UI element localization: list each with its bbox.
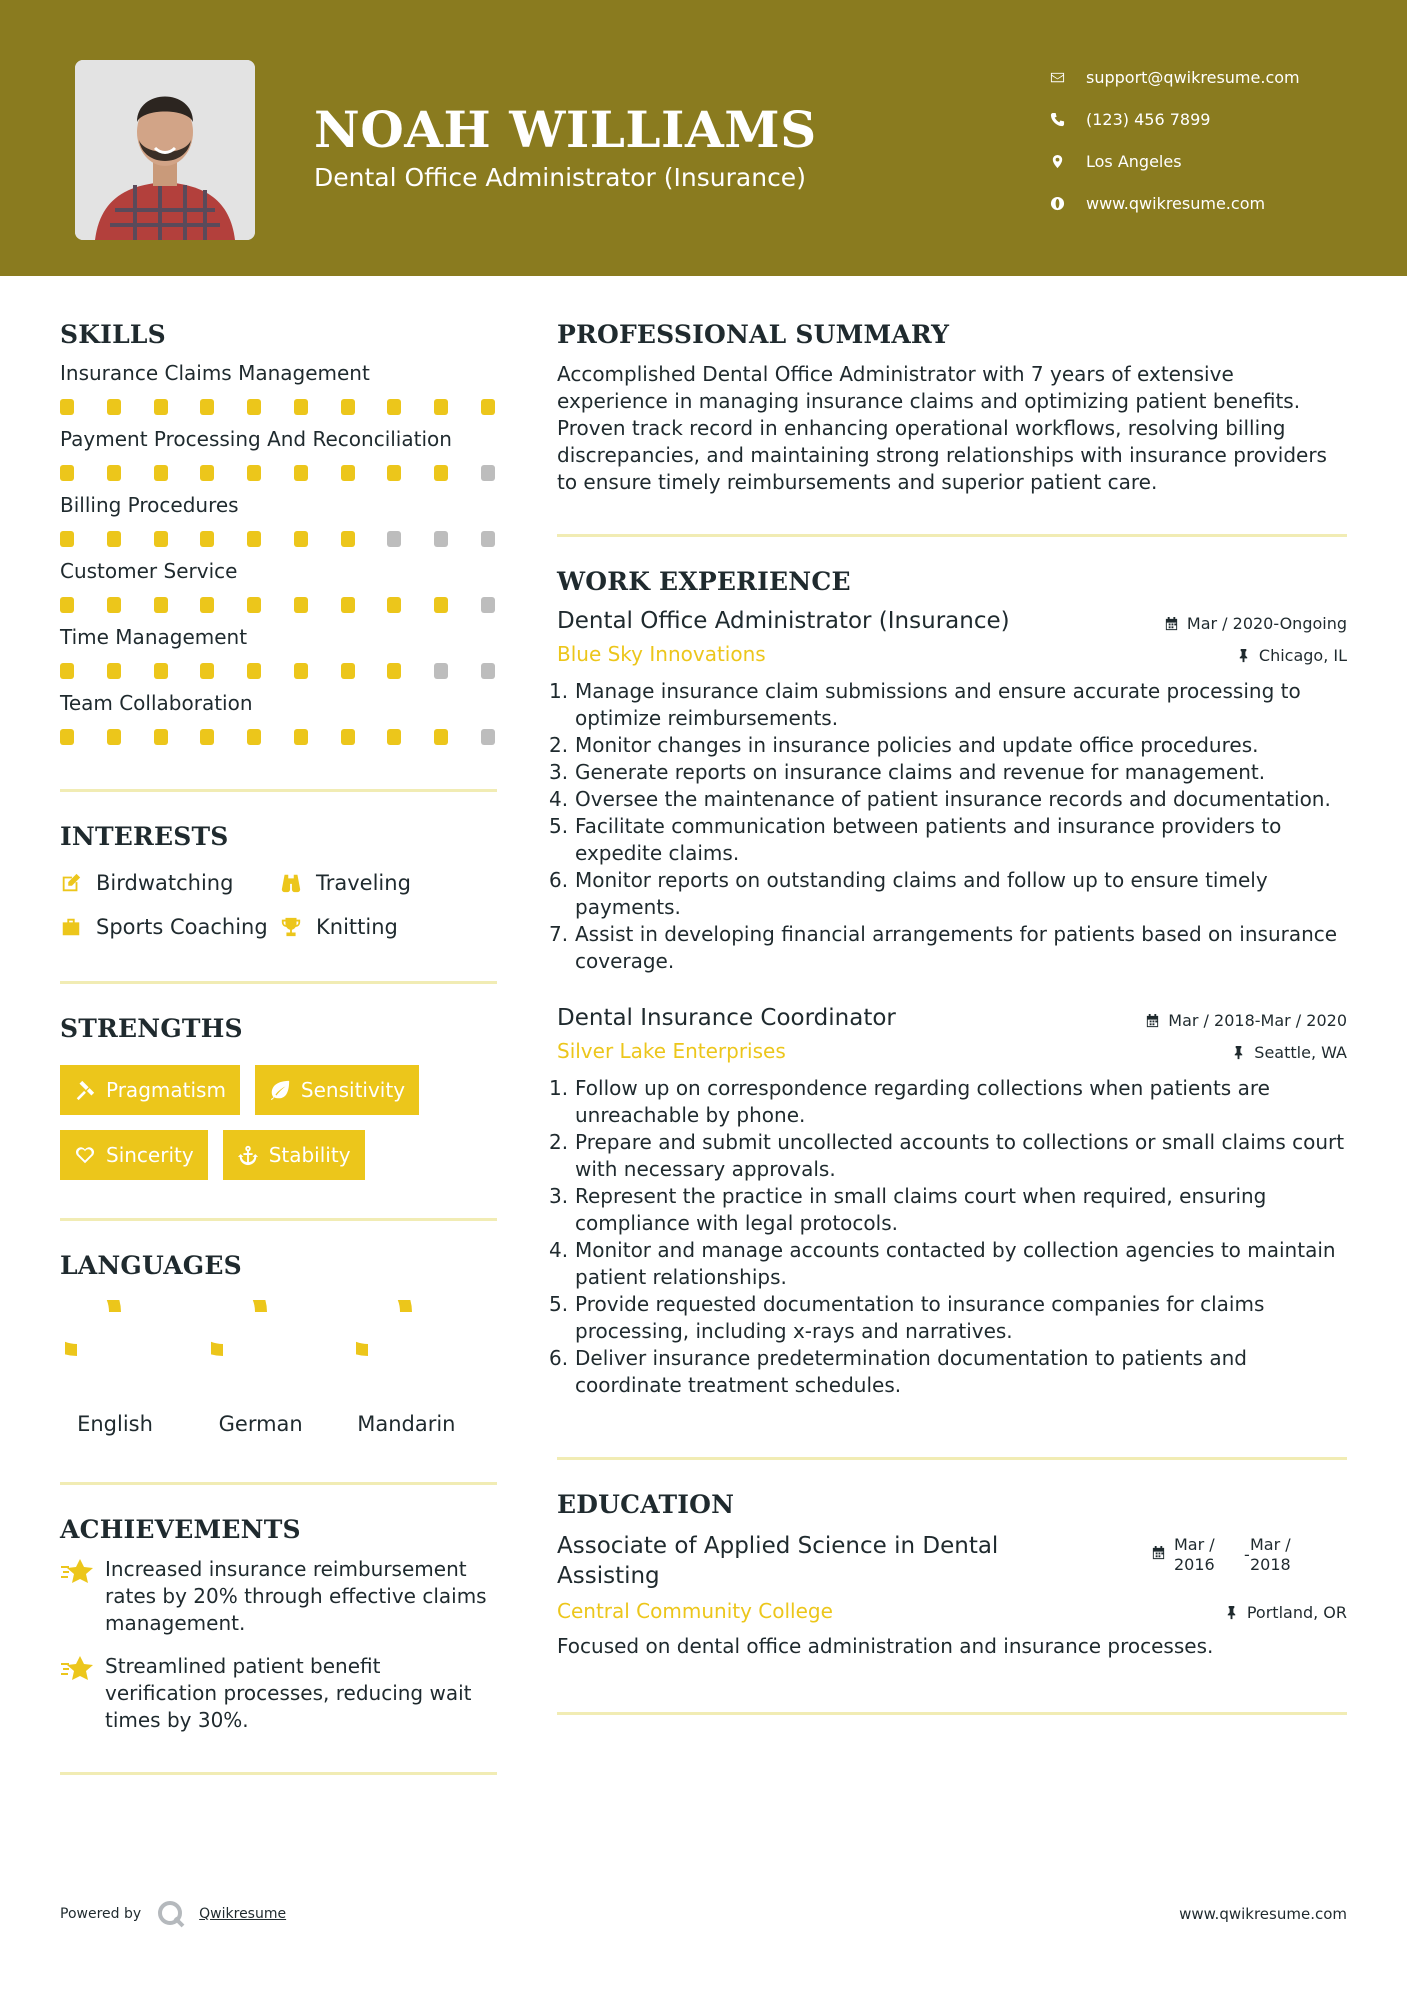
pushpin-icon [1236, 648, 1251, 663]
skills-title: SKILLS [60, 320, 166, 349]
duty-item: 6. Deliver insurance predetermination documentation to patients and coordinate treatment schedules. [557, 1345, 1347, 1399]
location-pin-icon [1050, 154, 1086, 169]
calendar-icon [1145, 1013, 1160, 1028]
skill-dot-filled [294, 531, 308, 547]
skill-dot-filled [107, 465, 121, 481]
duty-text: Manage insurance claim submissions and ensure accurate processing to optimize reimbursements. [575, 679, 1301, 730]
skill-dot-filled [200, 531, 214, 547]
skill-name: Customer Service [60, 559, 238, 583]
gavel-icon [74, 1079, 96, 1101]
powered-by-label: Powered by [60, 1906, 142, 1922]
interest-label: Sports Coaching [96, 915, 268, 939]
job-title: Dental Insurance Coordinator [557, 1005, 896, 1031]
duty-item: 7. Assist in developing financial arrangements for patients based on insurance coverage. [557, 921, 1347, 975]
section-divider [60, 1482, 497, 1485]
interest-item [280, 915, 500, 939]
school-name: Central Community College [557, 1599, 833, 1623]
language-label: English [77, 1412, 153, 1436]
skill-dot-filled [154, 465, 168, 481]
skill-dot-filled [200, 729, 214, 745]
skill-dot-filled [247, 531, 261, 547]
left-column [60, 320, 497, 1775]
job-entry [549, 1005, 1347, 1399]
interest-item [280, 871, 500, 895]
interest-label: Knitting [316, 915, 398, 939]
resume-header [0, 0, 1407, 276]
contact-website[interactable] [1050, 182, 1300, 224]
skill-dot-filled [387, 663, 401, 679]
language-label: German [218, 1412, 303, 1436]
section-divider [60, 1772, 497, 1775]
contact-website-text: www.qwikresume.com [1086, 193, 1266, 213]
education-section [557, 1490, 1347, 1660]
contact-phone-text: (123) 456 7899 [1086, 109, 1211, 129]
education-dates [1151, 1535, 1347, 1575]
duty-item: 1. Manage insurance claim submissions and ensure accurate processing to optimize reimbursements. [557, 678, 1347, 732]
skills-section [60, 320, 497, 745]
languages-section [60, 1251, 497, 1436]
interest-item [60, 871, 280, 895]
trophy-icon [280, 916, 316, 938]
skill-dot-filled [60, 399, 74, 415]
education-date-separator: - [1244, 1545, 1250, 1564]
skill-dot-filled [154, 531, 168, 547]
education-header [557, 1531, 1347, 1591]
skill-dot-filled [247, 399, 261, 415]
skill-dot-filled [107, 663, 121, 679]
skill-rating [60, 729, 497, 745]
education-location [1224, 1603, 1347, 1622]
job-location [1236, 646, 1347, 665]
summary-text: Accomplished Dental Office Administrator with 7 years of extensive experience in managing insurance claims and optimizing patient benefits. Proven track record in enhancing operational workflows, resolving billing discrepancies, and maintaining strong relationships with insurance providers to ensure timely reimbursements and superior patient care. [557, 362, 1327, 494]
duty-item: 5. Provide requested documentation to insurance companies for claims processing, including x-rays and narratives. [557, 1291, 1347, 1345]
job-location [1231, 1043, 1347, 1062]
duty-text: Monitor changes in insurance policies and update office procedures. [575, 733, 1259, 757]
skill-dot-filled [434, 597, 448, 613]
contact-email-text: support@qwikresume.com [1086, 67, 1300, 87]
duty-text: Deliver insurance predetermination documentation to patients and coordinate treatment schedules. [575, 1346, 1247, 1397]
skill-item [60, 625, 497, 679]
skill-dot-filled [247, 663, 261, 679]
envelope-icon [1050, 70, 1086, 85]
skill-item [60, 559, 497, 613]
skill-dot-filled [341, 729, 355, 745]
pushpin-icon [1224, 1605, 1239, 1620]
job-dates-text: Mar / 2020-Ongoing [1186, 614, 1347, 633]
skill-dot-filled [341, 597, 355, 613]
language-gauge [211, 1300, 311, 1400]
job-dates [1145, 1011, 1347, 1030]
candidate-role: Dental Office Administrator (Insurance) [314, 163, 806, 192]
leaf-icon [269, 1079, 291, 1101]
skill-name: Team Collaboration [60, 691, 253, 715]
duty-text: Monitor reports on outstanding claims and follow up to ensure timely payments. [575, 868, 1268, 919]
strength-label: Sensitivity [300, 1078, 406, 1102]
skill-dot-filled [341, 465, 355, 481]
skill-dot-filled [247, 729, 261, 745]
section-divider [60, 981, 497, 984]
language-gauge [65, 1300, 165, 1400]
job-location-text: Chicago, IL [1258, 646, 1347, 665]
summary-title: PROFESSIONAL SUMMARY [557, 320, 950, 349]
skill-dot-filled [387, 465, 401, 481]
skill-dot-filled [434, 465, 448, 481]
calendar-icon [1164, 616, 1179, 631]
languages-list [60, 1300, 497, 1436]
skill-dot-filled [200, 597, 214, 613]
duty-text: Generate reports on insurance claims and revenue for management. [575, 760, 1266, 784]
duty-item: 3. Represent the practice in small claims court when required, ensuring compliance with legal protocols. [557, 1183, 1347, 1237]
education-location-text: Portland, OR [1246, 1603, 1347, 1622]
section-divider [557, 1712, 1347, 1715]
star-icon [60, 1556, 105, 1637]
skills-list [60, 361, 497, 745]
strength-label: Sincerity [106, 1143, 194, 1167]
right-column [549, 320, 1347, 1715]
skill-dot-filled [60, 597, 74, 613]
strengths-list [60, 1065, 497, 1180]
skill-dot-filled [107, 399, 121, 415]
skill-rating [60, 597, 497, 613]
language-item [351, 1300, 497, 1436]
education-start [1174, 1535, 1244, 1575]
duty-text: Prepare and submit uncollected accounts to collections or small claims court with necessary approvals. [575, 1130, 1345, 1181]
profile-photo [75, 60, 255, 240]
skill-dot-empty [481, 597, 495, 613]
duty-item: 4. Oversee the maintenance of patient insurance records and documentation. [549, 787, 1331, 811]
language-item [206, 1300, 352, 1436]
job-duties [549, 678, 1347, 975]
brand-link[interactable]: Qwikresume [199, 1906, 287, 1922]
work-section [549, 567, 1347, 1399]
skill-dot-empty [481, 729, 495, 745]
education-subheader [557, 1599, 1347, 1623]
footer-powered-by [60, 1898, 286, 1930]
skill-item [60, 691, 497, 745]
language-level-arc [356, 1300, 406, 1350]
skill-dot-filled [60, 531, 74, 547]
calendar-icon [1151, 1545, 1166, 1560]
achievement-text: Streamlined patient benefit verification processes, reducing wait times by 30%. [105, 1654, 472, 1732]
achievement-item [60, 1653, 497, 1734]
education-start-month: Mar / [1174, 1535, 1215, 1554]
company-name: Blue Sky Innovations [557, 642, 766, 666]
education-end [1250, 1535, 1291, 1575]
contact-phone[interactable] [1050, 98, 1300, 140]
duty-text: Facilitate communication between patients and insurance providers to expedite claims. [575, 814, 1282, 865]
skill-dot-filled [294, 597, 308, 613]
phone-icon [1050, 112, 1086, 127]
skill-name: Time Management [60, 625, 248, 649]
strength-label: Pragmatism [106, 1078, 226, 1102]
education-end-month: Mar / [1250, 1535, 1291, 1554]
profile-photo-image [75, 60, 255, 240]
skill-dot-filled [294, 663, 308, 679]
job-entry [549, 608, 1347, 975]
language-level-arc [211, 1300, 261, 1350]
skill-dot-filled [387, 399, 401, 415]
skill-item [60, 493, 497, 547]
section-divider [557, 534, 1347, 537]
skill-dot-filled [341, 399, 355, 415]
skill-dot-filled [294, 399, 308, 415]
duty-text: Assist in developing financial arrangements for patients based on insurance coverage. [575, 922, 1338, 973]
globe-icon [1050, 196, 1086, 211]
interests-title: INTERESTS [60, 822, 229, 851]
strengths-title: STRENGTHS [60, 1014, 243, 1043]
section-divider [60, 789, 497, 792]
section-divider [60, 1218, 497, 1221]
language-gauge [356, 1300, 456, 1400]
section-divider [557, 1457, 1347, 1460]
duty-item: 4. Monitor and manage accounts contacted by collection agencies to maintain patient relationships. [557, 1237, 1347, 1291]
work-title: WORK EXPERIENCE [557, 567, 851, 596]
degree-title: Associate of Applied Science in Dental Assisting [557, 1533, 999, 1589]
skill-rating [60, 531, 497, 547]
skill-dot-empty [481, 465, 495, 481]
education-end-year: 2018 [1250, 1555, 1291, 1574]
strength-label: Stability [268, 1143, 351, 1167]
skill-dot-filled [60, 465, 74, 481]
skill-dot-filled [107, 597, 121, 613]
interests-section [60, 822, 497, 939]
interest-item [60, 915, 280, 939]
job-subheader [557, 1039, 1347, 1063]
skill-name: Billing Procedures [60, 493, 239, 517]
education-title: EDUCATION [557, 1490, 735, 1519]
company-name: Silver Lake Enterprises [557, 1039, 786, 1063]
achievement-text: Increased insurance reimbursement rates by 20% through effective claims management. [105, 1557, 487, 1635]
duty-item: 6. Monitor reports on outstanding claims and follow up to ensure timely payments. [557, 867, 1347, 921]
contact-list [1050, 56, 1300, 224]
skill-dot-filled [60, 729, 74, 745]
strength-badge [255, 1065, 419, 1115]
skill-rating [60, 399, 497, 415]
skill-dot-empty [481, 663, 495, 679]
duty-item: 2. Prepare and submit uncollected accounts to collections or small claims court with necessary approvals. [557, 1129, 1347, 1183]
skill-dot-empty [387, 531, 401, 547]
interest-label: Traveling [316, 871, 411, 895]
skill-dot-empty [434, 663, 448, 679]
skill-dot-empty [434, 531, 448, 547]
language-label: Mandarin [357, 1412, 456, 1436]
languages-title: LANGUAGES [60, 1251, 242, 1280]
duty-text: Monitor and manage accounts contacted by collection agencies to maintain patient relationships. [575, 1238, 1336, 1289]
duty-text: Oversee the maintenance of patient insurance records and documentation. [575, 787, 1331, 811]
skill-dot-filled [434, 399, 448, 415]
duty-item: 5. Facilitate communication between patients and insurance providers to expedite claims. [557, 813, 1347, 867]
skill-dot-filled [434, 729, 448, 745]
skill-dot-filled [154, 399, 168, 415]
skill-dot-filled [341, 663, 355, 679]
pushpin-icon [1231, 1045, 1246, 1060]
skill-dot-filled [387, 597, 401, 613]
summary-section [557, 320, 1347, 496]
skill-dot-empty [481, 531, 495, 547]
job-location-text: Seattle, WA [1254, 1043, 1347, 1062]
skill-item [60, 361, 497, 415]
duty-text: Represent the practice in small claims court when required, ensuring compliance with legal protocols. [575, 1184, 1267, 1235]
achievements-section [60, 1515, 497, 1734]
skill-dot-filled [481, 399, 495, 415]
skill-dot-filled [247, 465, 261, 481]
strength-badge [60, 1130, 208, 1180]
skill-dot-filled [294, 729, 308, 745]
skill-dot-filled [200, 399, 214, 415]
skill-dot-filled [107, 531, 121, 547]
language-item [60, 1300, 206, 1436]
skill-item [60, 427, 497, 481]
star-icon [60, 1653, 105, 1734]
duty-text: Follow up on correspondence regarding collections when patients are unreachable by phone. [575, 1076, 1270, 1127]
skill-rating [60, 663, 497, 679]
duty-item: 2. Monitor changes in insurance policies and update office procedures. [549, 733, 1259, 757]
contact-location [1050, 140, 1300, 182]
strengths-section [60, 1014, 497, 1180]
contact-email[interactable] [1050, 56, 1300, 98]
candidate-name: NOAH WILLIAMS [314, 100, 817, 159]
achievement-item [60, 1556, 497, 1637]
skill-name: Payment Processing And Reconciliation [60, 427, 452, 451]
skill-dot-filled [154, 597, 168, 613]
contact-location-text: Los Angeles [1086, 151, 1182, 171]
skill-dot-filled [387, 729, 401, 745]
skill-dot-filled [60, 663, 74, 679]
strength-badge [223, 1130, 365, 1180]
job-duties [549, 1075, 1347, 1399]
job-dates-text: Mar / 2018-Mar / 2020 [1168, 1011, 1347, 1030]
briefcase-icon [60, 916, 96, 938]
job-header [557, 608, 1347, 634]
skill-dot-filled [200, 465, 214, 481]
job-dates [1164, 614, 1347, 633]
pencil-note-icon [60, 872, 96, 894]
job-header [557, 1005, 1347, 1031]
skill-rating [60, 465, 497, 481]
strength-badge [60, 1065, 240, 1115]
skill-dot-filled [154, 663, 168, 679]
qwikresume-logo-icon [155, 1898, 187, 1930]
footer-url[interactable]: www.qwikresume.com [1179, 1905, 1347, 1923]
skill-dot-filled [247, 597, 261, 613]
skill-name: Insurance Claims Management [60, 361, 370, 385]
skill-dot-filled [341, 531, 355, 547]
skill-dot-filled [294, 465, 308, 481]
duty-item: 3. Generate reports on insurance claims and revenue for management. [549, 760, 1266, 784]
heart-icon [74, 1144, 96, 1166]
job-title: Dental Office Administrator (Insurance) [557, 608, 1010, 634]
language-level-arc [65, 1300, 115, 1350]
duty-text: Provide requested documentation to insurance companies for claims processing, including x-rays and narratives. [575, 1292, 1265, 1343]
skill-dot-filled [154, 729, 168, 745]
skill-dot-filled [107, 729, 121, 745]
anchor-icon [237, 1144, 259, 1166]
duty-item: 1. Follow up on correspondence regarding collections when patients are unreachable by phone. [557, 1075, 1347, 1129]
binoculars-icon [280, 872, 316, 894]
job-subheader [557, 642, 1347, 666]
achievements-title: ACHIEVEMENTS [60, 1515, 301, 1544]
interests-list [60, 871, 497, 939]
interest-label: Birdwatching [96, 871, 234, 895]
education-start-year: 2016 [1174, 1555, 1215, 1574]
education-description: Focused on dental office administration and insurance processes. [557, 1634, 1214, 1658]
skill-dot-filled [200, 663, 214, 679]
